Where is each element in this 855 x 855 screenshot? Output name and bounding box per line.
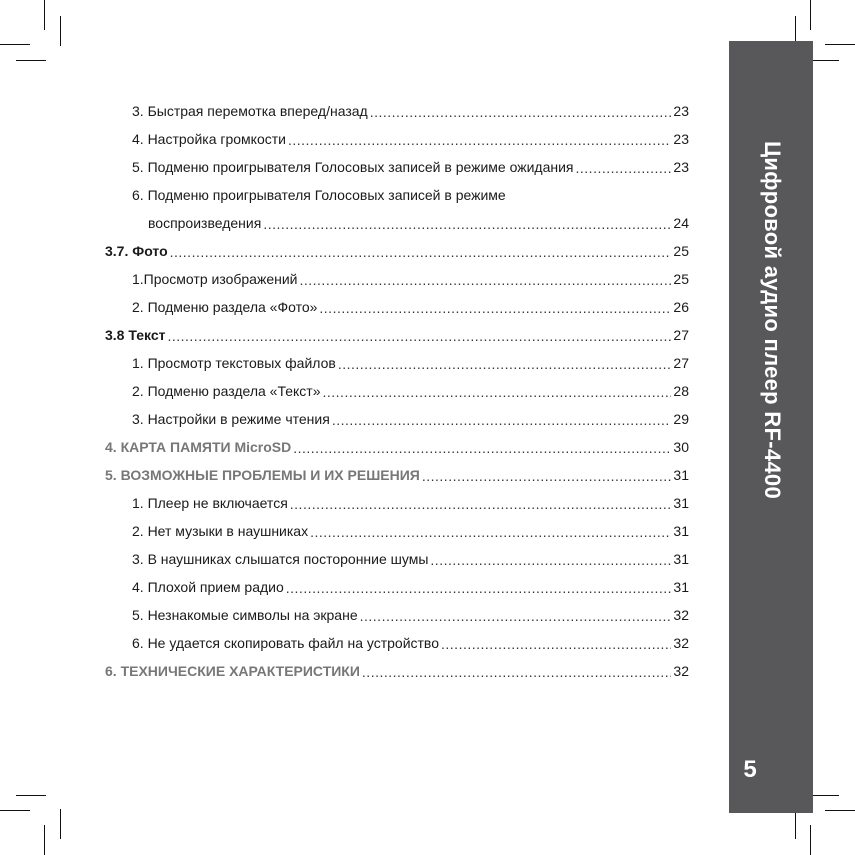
toc-entry-title: 1. Просмотр текстовых файлов <box>132 355 336 371</box>
leader-dots <box>338 356 672 372</box>
toc-entry-page: 27 <box>673 355 689 371</box>
toc-entry-page: 31 <box>673 467 689 483</box>
toc-entry <box>132 266 689 288</box>
toc-chapter <box>105 462 689 484</box>
toc-entry-page: 30 <box>673 439 689 455</box>
toc-entry-title: 3. Быстрая перемотка вперед/назад <box>132 103 368 119</box>
toc-entry-page: 31 <box>673 579 689 595</box>
toc-entry-title: 4. Плохой прием радио <box>132 579 284 595</box>
toc-entry <box>132 154 689 176</box>
toc-entry <box>148 210 689 232</box>
leader-dots <box>576 160 672 176</box>
leader-dots <box>310 524 671 540</box>
toc-chapter-title: 5. ВОЗМОЖНЫЕ ПРОБЛЕМЫ И ИХ РЕШЕНИЯ <box>105 467 420 483</box>
toc-entry-page: 25 <box>673 271 689 287</box>
toc-entry-title: 4. Настройка громкости <box>132 131 286 147</box>
toc-chapter-title: 6. ТЕХНИЧЕСКИЕ ХАРАКТЕРИСТИКИ <box>105 663 360 679</box>
leader-dots <box>170 244 672 260</box>
crop-mark <box>825 810 855 811</box>
toc-entry-title: 3. В наушниках слышатся посторонние шумы <box>132 551 429 567</box>
toc-entry-title: 5. Незнакомые символы на экране <box>132 607 358 623</box>
crop-mark <box>825 44 855 45</box>
leader-dots <box>286 580 672 596</box>
leader-dots <box>319 300 671 316</box>
toc-entry-page: 31 <box>673 523 689 539</box>
toc-entry-page: 26 <box>673 299 689 315</box>
leader-dots <box>167 328 671 344</box>
toc-entry-page: 24 <box>673 215 689 231</box>
toc-entry-page: 27 <box>673 327 689 343</box>
toc-entry-page: 23 <box>673 159 689 175</box>
leader-dots <box>430 552 671 568</box>
side-tab <box>729 41 813 813</box>
leader-dots <box>360 608 672 624</box>
crop-mark <box>795 809 796 839</box>
leader-dots <box>323 384 672 400</box>
toc-entry <box>132 350 689 372</box>
toc-section-title: 3.8 Текст <box>105 327 166 343</box>
toc-entry <box>132 406 689 428</box>
leader-dots <box>441 636 671 652</box>
page-number: 5 <box>743 756 757 783</box>
toc-entry <box>132 574 689 596</box>
toc-entry-page: 28 <box>673 383 689 399</box>
toc-entry-page: 29 <box>673 411 689 427</box>
toc-entry <box>132 518 689 540</box>
leader-dots <box>293 440 671 456</box>
toc-entry-page: 23 <box>673 103 689 119</box>
toc-entry-title: 1. Плеер не включается <box>132 495 288 511</box>
crop-mark <box>809 60 839 61</box>
toc-entry <box>132 546 689 568</box>
toc-entry <box>132 490 689 512</box>
toc-entry <box>132 126 689 148</box>
toc-entry-page: 31 <box>673 551 689 567</box>
toc-entry-title: 2. Подменю раздела «Текст» <box>132 383 321 399</box>
crop-mark <box>810 825 811 855</box>
toc-entry-title: 3. Настройки в режиме чтения <box>132 411 330 427</box>
manual-title: Цифровой аудио плеер RF-4400 <box>760 141 785 499</box>
toc-entry <box>132 294 689 316</box>
toc-chapter <box>105 658 689 680</box>
toc-entry-page: 23 <box>673 131 689 147</box>
toc-entry-page: 31 <box>673 495 689 511</box>
leader-dots <box>422 468 672 484</box>
toc-chapter <box>105 434 689 456</box>
toc-chapter-title: 4. КАРТА ПАМЯТИ MicroSD <box>105 439 292 455</box>
toc-entry-title: 5. Подменю проигрывателя Голосовых записей в режиме ожидания <box>132 159 574 175</box>
toc-entry-title: воспроизведения <box>148 215 262 231</box>
leader-dots <box>263 216 671 232</box>
toc-section-title: 3.7. Фото <box>105 243 168 259</box>
toc-entry-title: 6. Не удается скопировать файл на устройство <box>132 635 440 651</box>
toc-entry-title: 2. Подменю раздела «Фото» <box>132 299 318 315</box>
toc-section <box>105 238 689 260</box>
toc-entry-page: 32 <box>673 607 689 623</box>
toc-entry <box>132 602 689 624</box>
leader-dots <box>299 272 671 288</box>
leader-dots <box>332 412 672 428</box>
toc-entry-page: 32 <box>673 635 689 651</box>
leader-dots <box>370 104 672 120</box>
toc-entry <box>132 378 689 400</box>
toc-entry-page: 25 <box>673 243 689 259</box>
leader-dots <box>362 664 672 680</box>
leader-dots <box>290 496 672 512</box>
toc-entry <box>132 630 689 652</box>
toc-entry-title: 1.Просмотр изображений <box>132 271 298 287</box>
toc-entry <box>132 98 689 120</box>
toc-entry-title: 6. Подменю проигрывателя Голосовых записей в режиме <box>132 187 506 203</box>
crop-mark <box>809 795 839 796</box>
crop-mark <box>810 0 811 30</box>
leader-dots <box>288 132 671 148</box>
toc-entry-title: 2. Нет музыки в наушниках <box>132 523 309 539</box>
toc-entry-page: 32 <box>673 663 689 679</box>
toc-section <box>105 322 689 344</box>
toc-entry <box>132 182 689 204</box>
